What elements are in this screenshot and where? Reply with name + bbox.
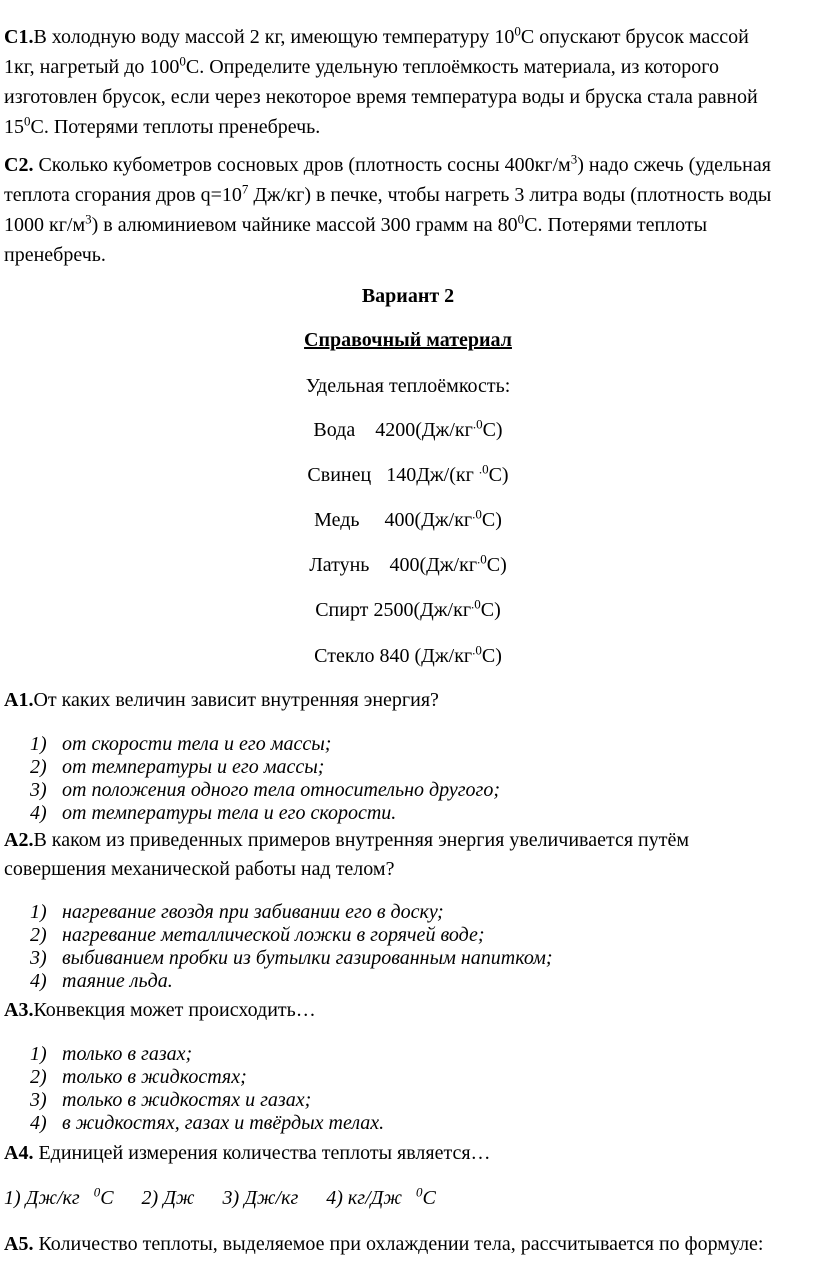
a5-question: Количество теплоты, выделяемое при охлаждении тела, рассчитывается по формуле: xyxy=(33,1233,764,1255)
question-a3 xyxy=(4,995,804,1025)
a1-label: А1. xyxy=(4,689,34,711)
question-a2 xyxy=(4,826,804,884)
reference-title: Справочный материал xyxy=(304,329,512,351)
degree-sup: 0 xyxy=(517,211,525,227)
a2-options xyxy=(0,901,553,993)
c2-text: ) надо сжечь (удельная xyxy=(577,154,771,176)
a3-question: Конвекция может происходить… xyxy=(33,999,316,1021)
answer-item: 2) Дж xyxy=(141,1187,195,1209)
question-a1 xyxy=(4,685,804,715)
option-item: 1) только в газах; xyxy=(30,1043,193,1065)
a4-answers xyxy=(4,1184,464,1212)
option-item: 1) нагревание гвоздя при забивании его в доску; xyxy=(30,901,444,923)
c1-text: изготовлен брусок, если через некоторое время температура воды и бруска стала равной xyxy=(4,86,758,108)
option-item: 1) от скорости тела и его массы; xyxy=(30,733,332,755)
c1-label: С1. xyxy=(4,26,34,48)
a4-question: Единицей измерения количества теплоты является… xyxy=(33,1142,491,1164)
exponent-sup: 7 xyxy=(241,181,249,197)
degree-sup: 0 xyxy=(24,113,31,129)
c2-text: пренебречь. xyxy=(4,244,106,266)
reference-row: Латунь $400(Дж/кг^{.0}С)$ xyxy=(309,551,507,576)
exponent-sup: 3 xyxy=(570,151,578,167)
reference-row: Стекло 840 $(Дж/кг^{.0}С)$ xyxy=(314,642,502,667)
c1-text: 1кг, нагретый до 100 xyxy=(4,56,180,78)
c2-text: С. Потерями теплоты xyxy=(524,214,708,236)
c2-text: теплота сгорания дров q=10 xyxy=(4,184,242,206)
c1-text: В холодную воду массой 2 кг, имеющую температуру 10 xyxy=(33,26,515,48)
option-item: 3) выбиванием пробки из бутылки газированным напитком; xyxy=(30,947,553,969)
option-item: 4) в жидкостях, газах и твёрдых телах. xyxy=(30,1112,385,1134)
reference-row: Медь $400(Дж/кг^{.0}С)$ xyxy=(314,506,502,531)
c2-label: С2. xyxy=(4,154,34,176)
variant-title: Вариант 2 xyxy=(361,285,455,307)
a3-label: А3. xyxy=(4,999,34,1021)
a2-label: А2. xyxy=(4,829,34,851)
degree-sup: 0 xyxy=(514,23,521,39)
a1-question: От каких величин зависит внутренняя энергия? xyxy=(33,689,439,711)
reference-row: Спирт $2500(Дж/кг^{.0}С)$ xyxy=(315,596,501,621)
a5-label: А5. xyxy=(4,1233,34,1255)
option-item: 4) таяние льда. xyxy=(30,970,173,992)
a2-question: совершения механической работы над телом? xyxy=(4,858,395,880)
c1-text: С опускают брусок массой xyxy=(520,26,749,48)
a1-options xyxy=(0,733,500,825)
c1-text: С. Потерями теплоты пренебречь. xyxy=(30,116,321,138)
reference-row: Вода $4200(Дж/кг^{.0}С)$ xyxy=(313,416,503,441)
answer-item: 4) кг/Дж $^0$С xyxy=(326,1184,436,1209)
exponent-sup: 3 xyxy=(85,211,92,227)
option-item: 3) только в жидкостях и газах; xyxy=(30,1089,312,1111)
answer-item: 1) Дж/кг $^0$С xyxy=(4,1184,114,1209)
reference-row: Свинец 140Дж/(кг $^{.0}$С) xyxy=(307,461,509,486)
a4-label: А4. xyxy=(4,1142,34,1164)
option-item: 2) нагревание металлической ложки в горячей воде; xyxy=(30,924,485,946)
a2-question: В каком из приведенных примеров внутренняя энергия увеличивается путём xyxy=(33,829,689,851)
c2-text: 1000 кг/м xyxy=(4,214,86,236)
answer-item: 3) Дж/кг xyxy=(222,1187,299,1209)
c2-text: Дж/кг) в печке, чтобы нагреть 3 литра воды (плотность воды xyxy=(248,184,772,206)
option-item: 2) от температуры и его массы; xyxy=(30,756,325,778)
c1-text: 15 xyxy=(4,116,24,138)
question-a4 xyxy=(4,1138,804,1168)
reference-subtitle: Удельная теплоёмкость: xyxy=(305,375,511,397)
a3-options xyxy=(0,1043,384,1135)
c2-text: Сколько кубометров сосновых дров (плотность сосны 400кг/м xyxy=(33,154,571,176)
c1-text: С. Определите удельную теплоёмкость материала, из которого xyxy=(185,56,719,78)
degree-sup: 0 xyxy=(179,53,186,69)
problem-c2 xyxy=(4,150,804,270)
problem-c1 xyxy=(4,22,804,142)
option-item: 3) от положения одного тела относительно другого; xyxy=(30,779,501,801)
option-item: 2) только в жидкостях; xyxy=(30,1066,247,1088)
option-item: 4) от температуры тела и его скорости. xyxy=(30,802,397,824)
question-a5 xyxy=(4,1229,804,1259)
c2-text: ) в алюминиевом чайнике массой 300 грамм на 80 xyxy=(91,214,518,236)
